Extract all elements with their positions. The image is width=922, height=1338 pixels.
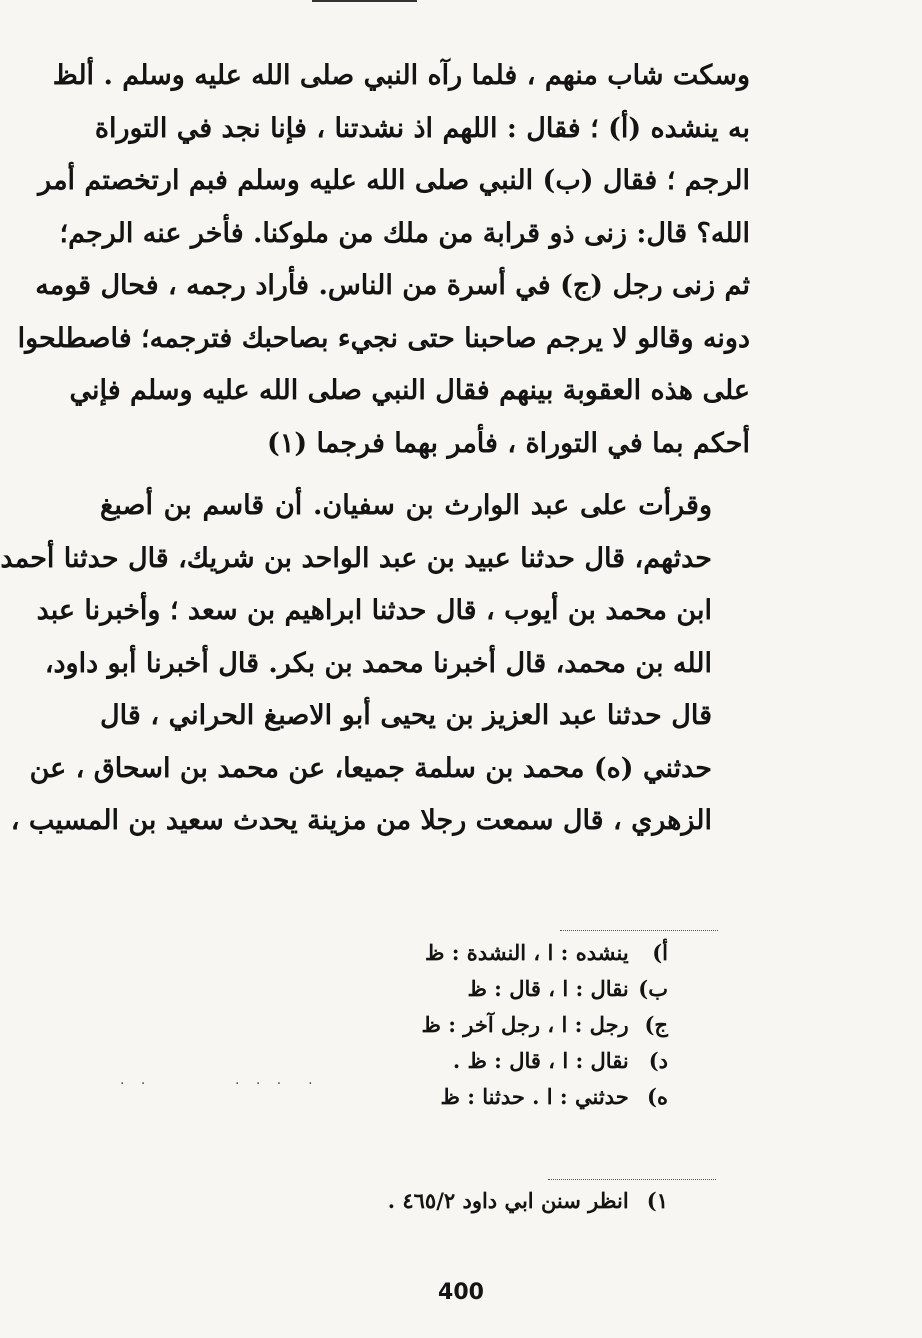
paragraph-2 bbox=[0, 480, 750, 848]
text-line: حدثهم، قال حدثنا عبيد بن عبد الواحد بن شريك، قال حدثنا أحمد bbox=[0, 542, 712, 574]
footnote-marker: ١) bbox=[646, 1188, 668, 1213]
note-text: نقال : ا ، قال : ظ bbox=[467, 976, 629, 1001]
text-line: الرجم ؛ فقال (ب) النبي صلى الله عليه وسلم فبم ارتخصتم أمر bbox=[38, 165, 750, 196]
variant-note bbox=[338, 935, 668, 971]
variant-notes bbox=[338, 935, 668, 1115]
text-line: قال حدثنا عبد العزيز بن يحيى أبو الاصبغ الحراني ، قال bbox=[100, 700, 712, 731]
note-marker: د) bbox=[648, 1048, 668, 1073]
footnote-text: انظر سنن ابي داود ٤٦٥/٢ . bbox=[387, 1188, 629, 1213]
paragraph-1 bbox=[17, 50, 750, 470]
text-line: الله بن محمد، قال أخبرنا محمد بن بكر. قال أخبرنا أبو داود، bbox=[44, 647, 712, 679]
note-text: نقال : ا ، قال : ظ . bbox=[452, 1048, 629, 1073]
page-number: 400 bbox=[438, 1280, 484, 1305]
variant-note bbox=[338, 1079, 668, 1115]
text-line: وقرأت على عبد الوارث بن سفيان. أن قاسم بن أصبغ bbox=[100, 490, 712, 521]
top-rule bbox=[312, 0, 417, 2]
scan-specks: · · · · · · bbox=[120, 1076, 319, 1092]
text-line: ثم زنى رجل (ج) في أسرة من الناس. فأراد رجمه ، فحال قومه bbox=[35, 270, 750, 301]
variant-note bbox=[338, 971, 668, 1007]
note-text: ينشده : ا ، النشدة : ظ bbox=[425, 940, 629, 965]
notes-separator bbox=[560, 930, 718, 931]
note-text: حدثني : ا . حدثنا : ظ bbox=[440, 1084, 629, 1109]
footnote bbox=[388, 1188, 668, 1213]
text-line: وسكت شاب منهم ، فلما رآه النبي صلى الله عليه وسلم . ألظ bbox=[52, 60, 750, 91]
note-marker: ب) bbox=[638, 976, 668, 1001]
text-line: على هذه العقوبة بينهم فقال النبي صلى الله عليه وسلم فإني bbox=[69, 375, 750, 406]
text-line: الله؟ قال: زنى ذو قرابة من ملك من ملوكنا. فأخر عنه الرجم؛ bbox=[59, 217, 750, 249]
note-marker: أ) bbox=[652, 940, 668, 965]
main-text bbox=[0, 50, 750, 848]
text-line: حدثني (ه) محمد بن سلمة جميعا، عن محمد بن اسحاق ، عن bbox=[29, 752, 712, 784]
text-line: ابن محمد بن أيوب ، قال حدثنا ابراهيم بن سعد ؛ وأخبرنا عبد bbox=[36, 595, 712, 626]
variant-note bbox=[338, 1007, 668, 1043]
footnote-separator bbox=[548, 1179, 716, 1180]
note-marker: ج) bbox=[644, 1012, 668, 1037]
note-text: رجل : ا ، رجل آخر : ظ bbox=[421, 1012, 629, 1037]
text-line: دونه وقالو لا يرجم صاحبنا حتى نجيء بصاحبك فترجمه؛ فاصطلحوا bbox=[17, 322, 750, 354]
note-marker: ه) bbox=[647, 1084, 668, 1109]
variant-note bbox=[338, 1043, 668, 1079]
text-line: أحكم بما في التوراة ، فأمر بهما فرجما (١) bbox=[267, 427, 750, 459]
text-line: به ينشده (أ) ؛ فقال : اللهم اذ نشدتنا ، فإنا نجد في التوراة bbox=[94, 112, 750, 144]
text-line: الزهري ، قال سمعت رجلا من مزينة يحدث سعيد بن المسيب ، bbox=[10, 805, 712, 836]
